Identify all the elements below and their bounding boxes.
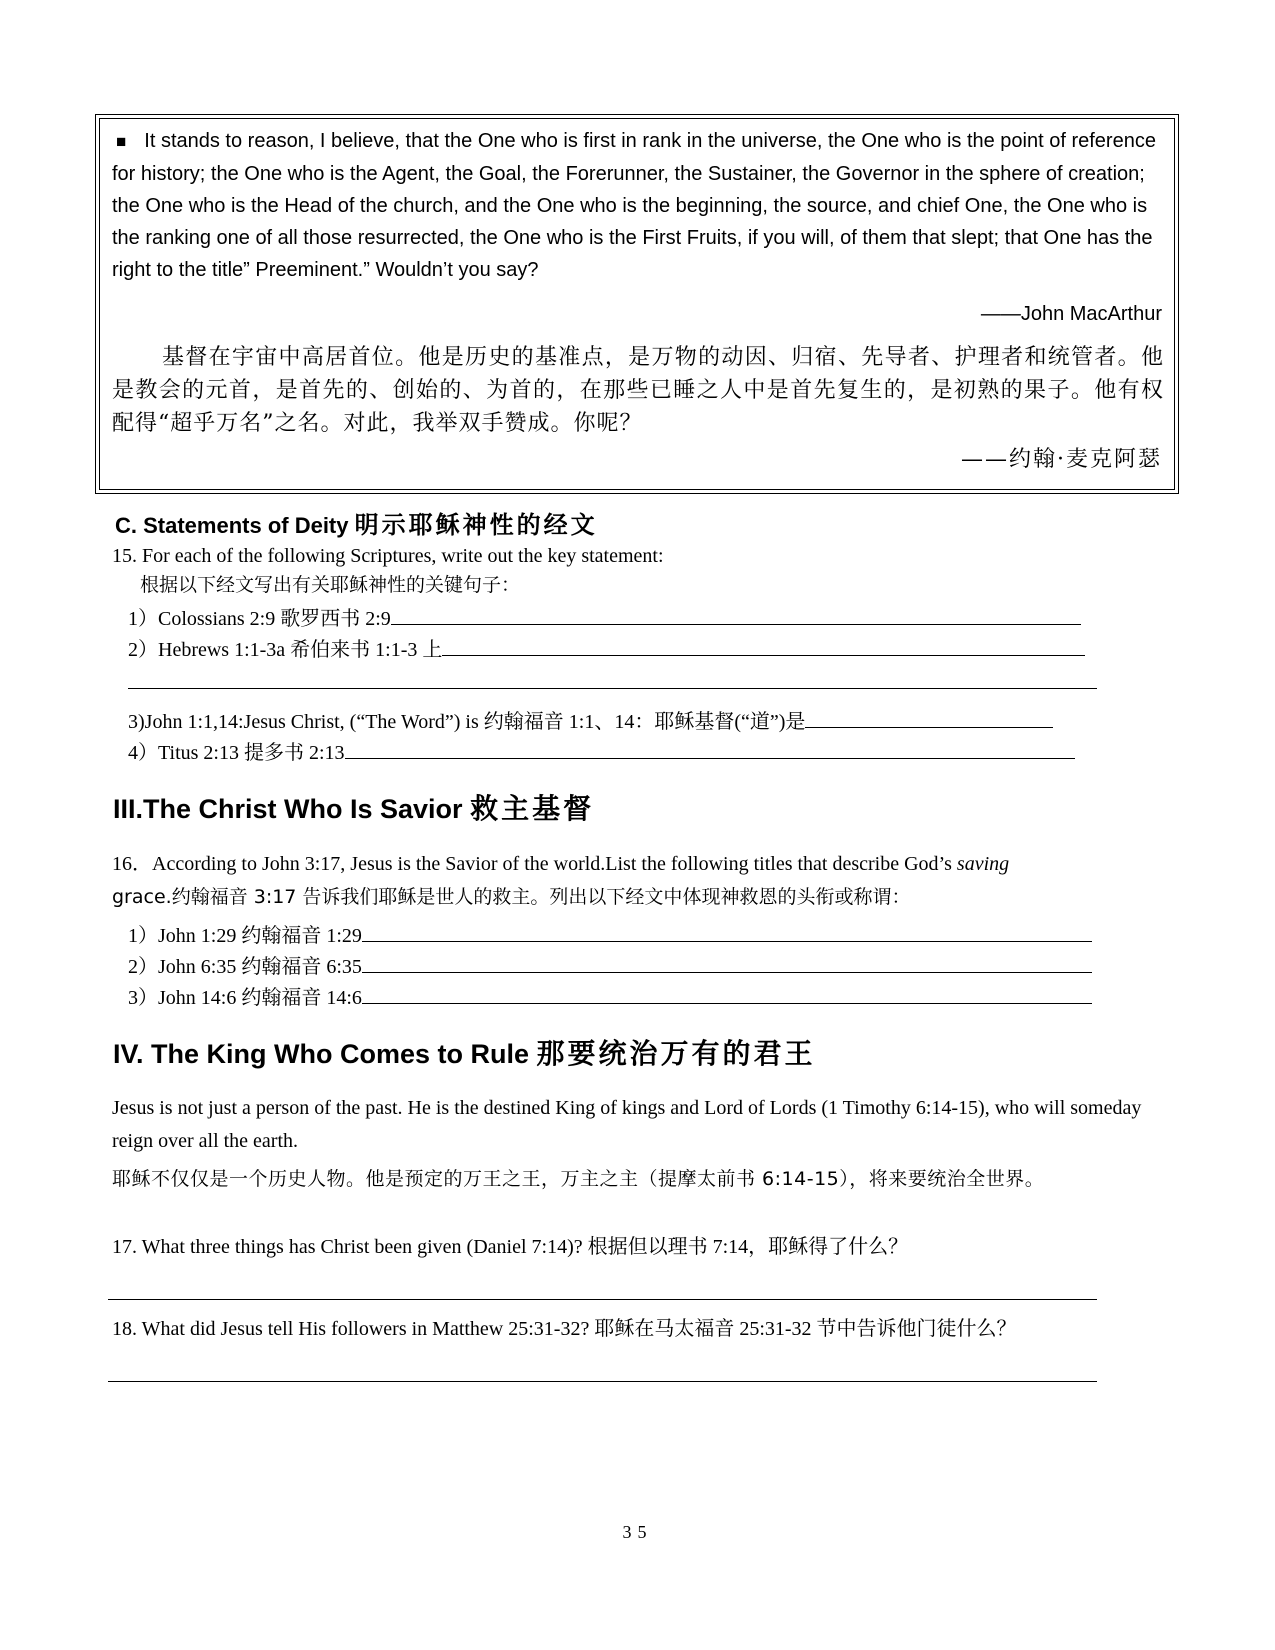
question-16-italic: saving [956, 853, 1010, 875]
section-iv-title-zh: 那要统治万有的君王 [536, 1037, 816, 1070]
q15-item-2-label: 2）Hebrews 1:1-3a 希伯来书 1:1-3 上 [128, 639, 443, 661]
section-c-title-en: C. Statements of Deity [115, 513, 349, 538]
q15-item-4 [128, 737, 1075, 768]
q15-item-2-extra-line[interactable] [128, 688, 1097, 689]
quote-english-text: It stands to reason, I believe, that the One who is first in rank in the universe, the One who is the point of reference for history; the One who is the Agent, the Goal, the Forerunner, the Sustainer, the Governor in the sphere of creation; the One who is the Head of the church, and the One who is the beginning, the source, and chief One, the One who is the ranking one of all those resurrected, the One who is the First Fruits, if you will, of them that slept; that One has the right to the title” Preeminent.” Wouldn’t you say? [112, 130, 1156, 281]
q16-item-2-answer-line[interactable] [362, 951, 1092, 973]
q16-item-2 [128, 951, 1092, 982]
question-16-text-cont: grace.约翰福音 3:17 告诉我们耶稣是世人的救主。列出以下经文中体现神救恩的头衔或称谓： [112, 886, 911, 908]
question-18: 18. What did Jesus tell His followers in Matthew 25:31-32? 耶稣在马太福音 25:31-32 节中告诉他门徒什么？ [112, 1318, 1017, 1340]
question-16-text: 16．According to John 3:17, Jesus is the Savior of the world.List the following titles that describe God’s [112, 853, 957, 875]
q15-item-1-label: 1）Colossians 2:9 歌罗西书 2:9 [128, 608, 391, 630]
bullet-square-icon: ■ [116, 132, 127, 151]
q15-item-1-answer-line[interactable] [391, 603, 1081, 625]
section-c-heading [115, 509, 598, 542]
q15-item-3-label: 3)John 1:1,14:Jesus Christ, (“The Word”) is 约翰福音 1:1、14：耶稣基督(“道”)是 [128, 711, 806, 733]
q15-item-3-answer-line[interactable] [805, 706, 1053, 728]
section-iii-title-en: III.The Christ Who Is Savior [113, 794, 463, 824]
question-17: 17. What three things has Christ been given (Daniel 7:14)? 根据但以理书 7:14，耶稣得了什么？ [112, 1236, 909, 1258]
question-15-chinese: 根据以下经文写出有关耶稣神性的关键句子： [140, 574, 521, 596]
q15-item-4-answer-line[interactable] [345, 737, 1075, 759]
quote-box [99, 118, 1175, 490]
q16-item-2-label: 2）John 6:35 约翰福音 6:35 [128, 956, 362, 978]
q16-item-3 [128, 982, 1092, 1013]
q16-item-3-answer-line[interactable] [362, 982, 1092, 1004]
q16-item-3-label: 3）John 14:6 约翰福音 14:6 [128, 987, 362, 1009]
page-number: 35 [622, 1522, 653, 1542]
q15-item-2-answer-line[interactable] [442, 634, 1085, 656]
q15-item-4-label: 4）Titus 2:13 提多书 2:13 [128, 742, 345, 764]
section-iv-heading [113, 1036, 816, 1072]
quote-author-chinese: ——约翰·麦克阿瑟 [961, 447, 1162, 472]
section-iv-title-en: IV. The King Who Comes to Rule [113, 1039, 530, 1069]
q16-item-1-answer-line[interactable] [362, 920, 1092, 942]
section-iii-title-zh: 救主基督 [470, 792, 595, 825]
quote-chinese: 基督在宇宙中高居首位。他是历史的基准点，是万物的动因、归宿、先导者、护理者和统管者。他是教会的元首，是首先的、创始的、为首的，在那些已睡之人中是首先复生的，是初熟的果子。他有权配得“超乎万名”之名。对此，我举双手赞成。你呢？ [112, 345, 1164, 436]
q18-answer-line[interactable] [108, 1381, 1097, 1382]
q15-item-1 [128, 603, 1081, 634]
question-15-english: 15. For each of the following Scriptures, write out the key statement: [112, 545, 664, 567]
question-16 [112, 848, 1162, 914]
section-iv-intro-english: Jesus is not just a person of the past. He is the destined King of kings and Lord of Lords (1 Timothy 6:14-15), who will someday reign over all the earth. [112, 1097, 1142, 1152]
quote-author-english: ——John MacArthur [980, 303, 1162, 325]
q15-item-3 [128, 706, 1053, 737]
quote-english [112, 125, 1164, 286]
section-iv-intro-chinese: 耶稣不仅仅是一个历史人物。他是预定的万王之王，万主之主（提摩太前书 6:14-15），将来要统治全世界。 [112, 1168, 1045, 1190]
section-iii-heading [113, 791, 594, 827]
section-c-title-zh: 明示耶稣神性的经文 [354, 510, 598, 539]
q16-item-1 [128, 920, 1092, 951]
q16-item-1-label: 1）John 1:29 约翰福音 1:29 [128, 925, 362, 947]
q17-answer-line[interactable] [108, 1299, 1097, 1300]
q15-item-2 [128, 634, 1085, 665]
